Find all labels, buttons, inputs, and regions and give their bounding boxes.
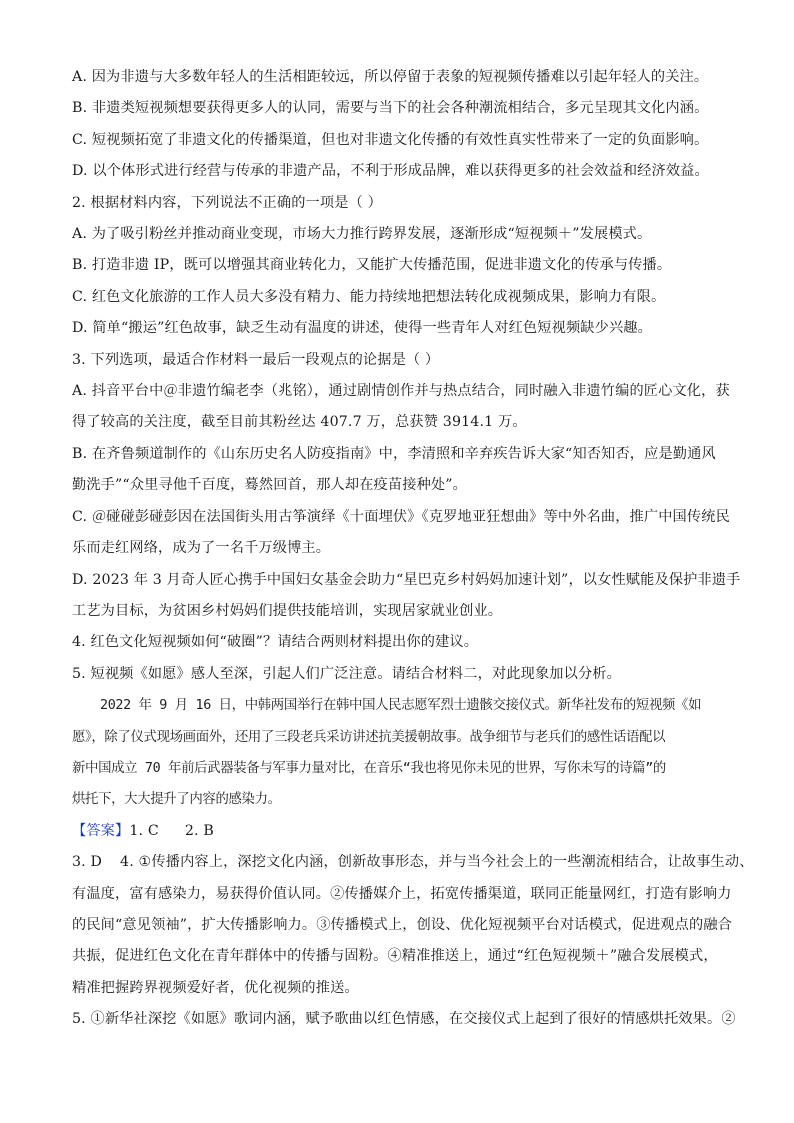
q1-option-a: A. 因为非遗与大多数年轻人的生活相距较远，所以停留于表象的短视频传播难以引起年轻人的关注。 [72, 69, 709, 85]
q3-stem: 3. 下列选项，最适合作材料一最后一段观点的论据是（ ） [72, 351, 440, 368]
q1-option-b: B. 非遗类短视频想要获得更多人的认同，需要与当下的社会各种潮流相结合，多元呈现其文化内涵。 [72, 100, 709, 117]
answer-4-line-3: 的民间“意见领袖”，扩大传播影响力。③传播模式上，创设、优化短视频平台对话模式，促进观点的融合 [72, 916, 732, 933]
answer-5-first: 5. ①新华社深挖《如愿》歌词内涵，赋予歌曲以红色情感，在交接仪式上起到了很好的情感烘托效果。② [72, 1011, 736, 1028]
material-line-1: 2022 年 9 月 16 日，中韩两国举行在韩中国人民志愿军烈士遗骸交接仪式。新华社发布的短视频《如 [100, 698, 702, 714]
q3-option-d-line1: D. 2023 年 3 月奇人匠心携手中国妇女基金会助力“星巴克乡村妈妈加速计划”，以女性赋能及保护非遗手 [72, 571, 741, 588]
q2-stem: 2. 根据材料内容，下列说法不正确的一项是（ ） [72, 194, 382, 211]
q3-option-a-line2: 得了较高的关注度，截至目前其粉丝达 407.7 万，总获赞 3914.1 万。 [72, 414, 527, 431]
answer-4-line-4: 共振，促进红色文化在青年群体中的传播与固粉。④精准推送上，通过“红色短视频＋”融合发展模式， [72, 948, 718, 965]
q2-option-b: B. 打造非遗 IP，既可以增强其商业转化力，又能扩大传播范围，促进非遗文化的传承与传播。 [72, 257, 672, 274]
answer-4-line-2: 有温度，富有感染力，易获得价值认同。②传播媒介上，拓宽传播渠道，联同正能量网红，打造有影响力 [72, 885, 732, 902]
q4-stem: 4. 红色文化短视频如何“破圈”？请结合两则材料提出你的建议。 [72, 634, 479, 651]
q5-stem: 5. 短视频《如愿》感人至深，引起人们广泛注意。请结合材料二，对此现象加以分析。 [72, 665, 621, 682]
material-line-3: 新中国成立 70 年前后武器装备与军事力量对比，在音乐“我也将见你未见的世界，写你未写的诗篇”的 [72, 760, 666, 776]
answer-label: 【答案】 [72, 822, 130, 839]
answer-line [72, 816, 728, 847]
q3-option-a-line1: A. 抖音平台中＠非遗竹编老李（兆铭），通过剧情创作并与热点结合，同时融入非遗竹编的匠心文化，获 [72, 383, 730, 400]
answer-3-4-line [72, 847, 754, 878]
q2-option-c: C. 红色文化旅游的工作人员大多没有精力、能力持续地把想法转化成视频成果，影响力有限。 [72, 288, 666, 305]
answer-3: 3. D [72, 854, 103, 871]
q3-option-b-line1: B. 在齐鲁频道制作的《山东历史名人防疫指南》中，李清照和辛弃疾告诉大家“知否知否，应是勤通风 [72, 445, 716, 462]
q1-option-c: C. 短视频拓宽了非遗文化的传播渠道，但也对非遗文化传播的有效性真实性带来了一定的负面影响。 [72, 131, 709, 148]
q2-option-a: A. 为了吸引粉丝并推动商业变现，市场大力推行跨界发展，逐渐形成“短视频＋”发展模式。 [72, 226, 652, 243]
answer-4-first: 4. ①传播内容上，深挖文化内涵，创新故事形态，并与当今社会上的一些潮流相结合，让故事生动、 [120, 854, 754, 871]
answer-4-line-5: 精准把握跨界视频爱好者，优化视频的推送。 [72, 979, 359, 996]
q1-option-d: D. 以个体形式进行经营与传承的非遗产品，不利于形成品牌，难以获得更多的社会效益和经济效益。 [72, 163, 709, 180]
q3-option-c-line2: 乐而走红网络，成为了一名千万级博主。 [72, 540, 331, 557]
q3-option-c-line1: C. ＠碰碰彭碰彭因在法国街头用古筝演绎《十面埋伏》《克罗地亚狂想曲》等中外名曲，推广中国传统民 [72, 508, 730, 525]
q3-option-d-line2: 工艺为目标，为贫困乡村妈妈们提供技能培训，实现居家就业创业。 [72, 602, 503, 619]
answer-2: 2. B [184, 822, 214, 839]
material-line-4: 烘托下，大大提升了内容的感染力。 [72, 792, 281, 808]
document-page [72, 62, 754, 1036]
q2-option-d: D. 简单“搬运”红色故事，缺乏生动有温度的讲述，使得一些青年人对红色短视频缺少兴趣。 [72, 320, 652, 337]
q3-option-b-line2: 勤洗手”“众里寻他千百度，蓦然回首，那人却在疫苗接种处”。 [72, 477, 467, 494]
answer-1: 1. C [129, 822, 159, 839]
material-line-2: 愿》，除了仪式现场画面外，还用了三段老兵采访讲述抗美援朝故事。战争细节与老兵们的感性话语配以 [72, 729, 666, 745]
